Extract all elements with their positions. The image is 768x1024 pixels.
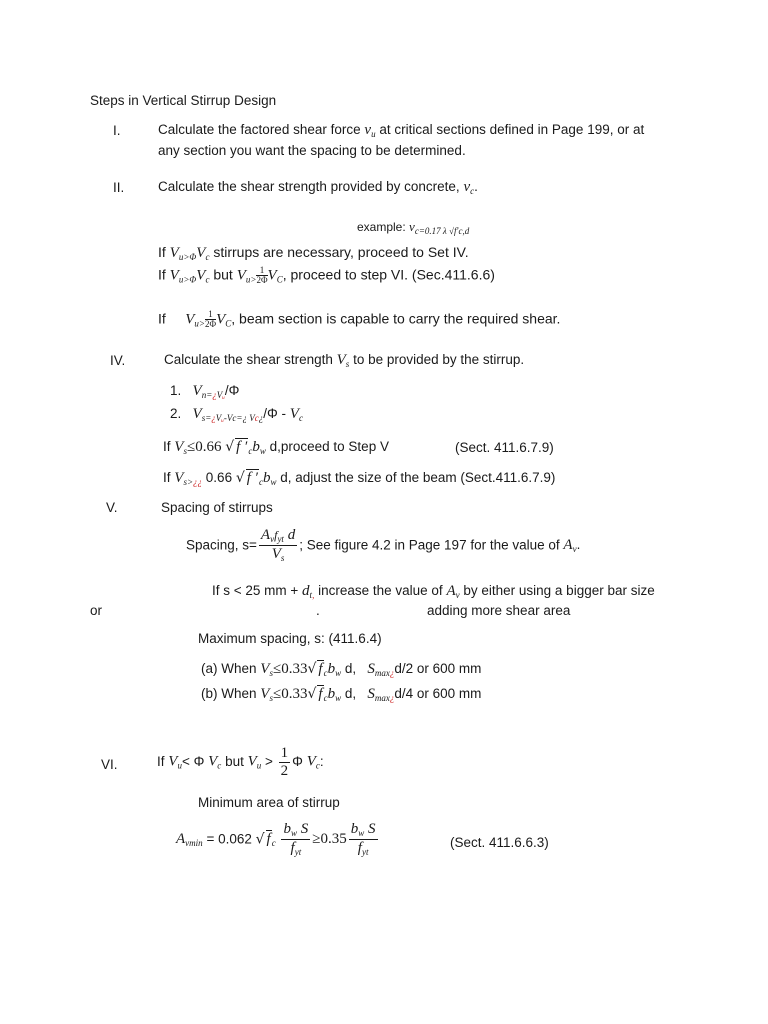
equation-1: 1. $V_{n=¿Vᵤ}/\Phi$ — [170, 383, 240, 400]
minimum-area-formula: $A_{vmin} = 0.062$ √ $f_c$ $\frac{b_w S}{f_{yt}}$ ≥0.35 $\frac{b_w S}{f_{yt}}$ — [176, 821, 376, 857]
example-formula: example: $v_{c=0.17 \lambda √f'c,d}$ — [357, 219, 470, 236]
minimum-area-label: Minimum area of stirrup — [198, 795, 340, 810]
max-spacing-case-a: (a) When $V_s\le 0.33√$ $f_cb_w$ d, $S_{max¿}d/2$ or 600 mm — [201, 661, 482, 678]
step-4-text: Calculate the shear strength $V_s$ to be provided by the stirrup. — [164, 352, 525, 369]
condition-stirrups-necessary: If $V_{u>\Phi}V_c$ stirrups are necessary, proceed to Set IV. — [158, 244, 469, 262]
condition-beam-capable: If $V_{u>}$ $\frac{1}{2\Phi}$ $V_C$, beam section is capable to carry the required shear. — [158, 309, 561, 330]
step-1-text: Calculate the factored shear force $v_u$ at critical sections defined in Page 199, or at — [158, 122, 645, 139]
condition-proceed-step-6: If $V_{u>\Phi}V_c$ but $V_{u>}$ $\frac{1}{2\Phi}$ $V_C$, proceed to step VI. (Sec.411.6.6) — [158, 265, 495, 286]
adding-shear-area: adding more shear area — [427, 603, 571, 618]
condition-vs-exceeds: If $V_{s>¿¿}$ 0.66 √ f $'_cb_w$ d, adjust the size of the beam (Sect.411.6.7.9) — [163, 470, 556, 487]
step-1-number: I. — [113, 123, 121, 138]
spacing-formula: Spacing, s= $\frac{A_vf_{yt} d}{V_s}$ ; See figure 4.2 in Page 197 for the value of $A_v$. — [186, 527, 581, 563]
page-title: Steps in Vertical Stirrup Design — [90, 93, 277, 108]
small-spacing-condition: If s < 25 mm + $d_{t,}$ increase the value of $A_v$ by either using a bigger bar size — [212, 583, 655, 600]
step-1-line2: any section you want the spacing to be determined. — [158, 143, 466, 158]
step-4-number: IV. — [110, 353, 126, 368]
maximum-spacing-label: Maximum spacing, s: (411.6.4) — [198, 631, 382, 646]
step-2-number: II. — [113, 180, 125, 195]
or-word: or — [90, 603, 103, 618]
max-spacing-case-b: (b) When $V_s\le 0.33√$ $f_cb_w$ d, $S_{max¿}d/4$ or 600 mm — [201, 686, 482, 703]
step-6-number: VI. — [101, 757, 118, 772]
condition-vs-ok: If $V_s\le 0.66$ √ f $'_cb_w$ d,proceed to Step V — [163, 439, 389, 456]
step-5-number: V. — [106, 500, 118, 515]
reference-411-6-6-3: (Sect. 411.6.6.3) — [450, 835, 549, 850]
step-5-heading: Spacing of stirrups — [161, 500, 273, 515]
dot-mark: . — [316, 603, 320, 618]
reference-411-6-7-9-a: (Sect. 411.6.7.9) — [455, 440, 554, 455]
step-2-text: Calculate the shear strength provided by concrete, $v_c$. — [158, 179, 478, 196]
equation-2: 2. $V_{s=¿Vᵤ-Vc=¿ Vc¿}/\Phi - V_c$ — [170, 406, 303, 423]
step-6-condition: If $V_u< \Phi$ $V_c$ but $V_u$ > $\frac{1}{2}$ Φ $V_c$: — [157, 745, 324, 779]
